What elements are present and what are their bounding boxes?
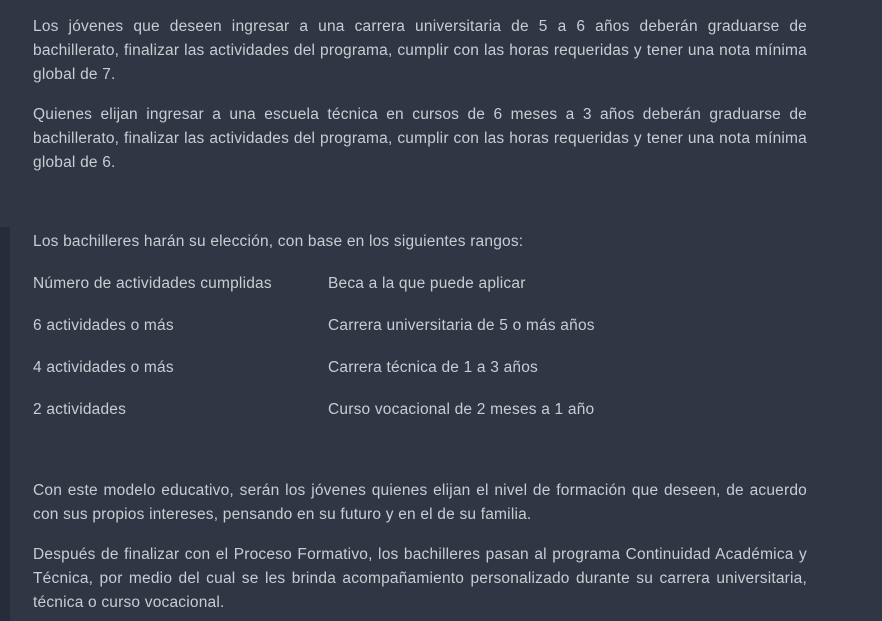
table-cell-scholarship: Curso vocacional de 2 meses a 1 año [328, 401, 595, 418]
table-cell-activities: 6 actividades o más [33, 317, 174, 334]
paragraph-university-requirements: Los jóvenes que deseen ingresar a una carrera universitaria de 5 a 6 años deberán graduarse de bachillerato, finalizar las actividades del programa, cumplir con las horas requeridas y tener una nota mínima global de 7. [33, 18, 807, 83]
table-header-row [33, 272, 807, 296]
table-cell-scholarship: Carrera técnica de 1 a 3 años [328, 359, 539, 376]
table-row [33, 398, 807, 422]
left-edge-strip [0, 227, 10, 621]
table-cell-activities: 4 actividades o más [33, 359, 174, 376]
paragraph-technical-requirements: Quienes elijan ingresar a una escuela técnica en cursos de 6 meses a 3 años deberán graduarse de bachillerato, finalizar las actividades del programa, cumplir con las horas requeridas y tener una nota mínima global de 6. [33, 106, 807, 171]
paragraph-education-model: Con este modelo educativo, serán los jóvenes quienes elijan el nivel de formación que deseen, de acuerdo con sus propios intereses, pensando en su futuro y en el de su familia. [33, 482, 807, 523]
document-content [33, 0, 807, 615]
ranges-table [33, 272, 807, 422]
ranges-intro-line: Los bachilleres harán su elección, con base en los siguientes rangos: [33, 233, 524, 250]
table-cell-scholarship: Carrera universitaria de 5 o más años [328, 317, 595, 334]
table-row [33, 314, 807, 338]
paragraph-academic-continuity: Después de finalizar con el Proceso Formativo, los bachilleres pasan al programa Continuidad Académica y Técnica, por medio del cual se les brinda acompañamiento personalizado durante su carrera universitaria, técnica o curso vocacional. [33, 546, 807, 611]
table-cell-activities: 2 actividades [33, 401, 127, 418]
table-row [33, 356, 807, 380]
table-header-activities: Número de actividades cumplidas [33, 275, 272, 292]
table-header-scholarship: Beca a la que puede aplicar [328, 275, 526, 292]
